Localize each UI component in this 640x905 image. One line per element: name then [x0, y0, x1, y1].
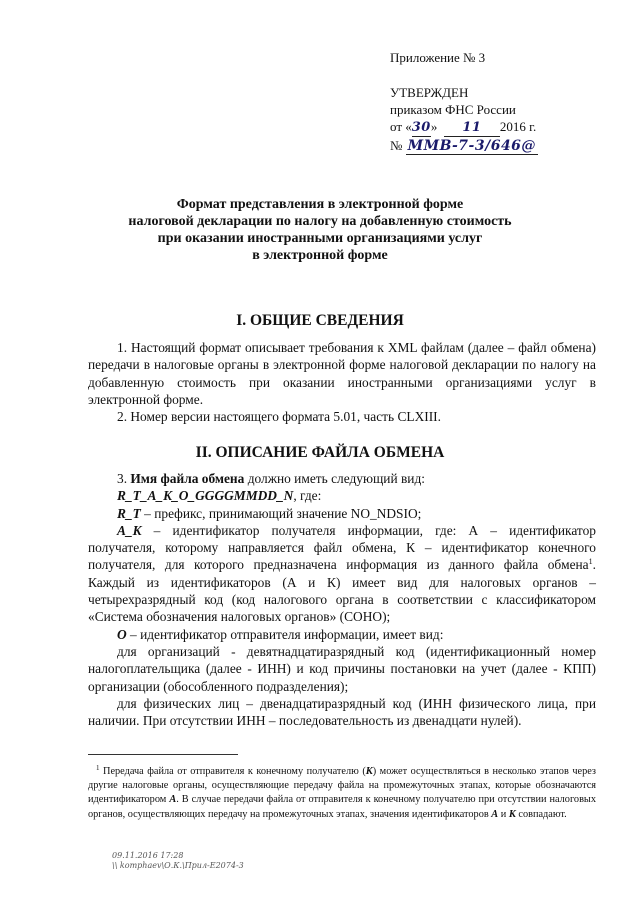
pattern-value: R_T_A_K_O_GGGGMMDD_N: [117, 488, 294, 504]
title-line-1: Формат представления в электронной форме: [176, 197, 464, 212]
section-1-heading: I. ОБЩИЕ СВЕДЕНИЯ: [236, 312, 404, 329]
order-date: [390, 118, 630, 137]
file-name-term: Имя файла обмена: [130, 471, 245, 486]
p3-rest: должно иметь следующий вид:: [244, 471, 425, 486]
print-path: \\ komphaev\О.К.\Прил-Е2074-3: [112, 861, 244, 870]
ak-term: A_K: [117, 522, 142, 538]
footnote-a-1: А: [169, 794, 177, 806]
date-prefix: от «: [390, 119, 412, 134]
footnote-part-5: совпадают.: [515, 808, 567, 820]
footnote-separator: [88, 754, 238, 755]
footnote-number: 1: [96, 764, 100, 772]
appendix-number: Приложение № 3: [390, 50, 486, 65]
p3-number: 3.: [117, 471, 131, 486]
paragraph-2: 2. Номер версии настоящего формата 5.01, часть CLXIII.: [117, 409, 441, 425]
approval-block: [390, 49, 630, 155]
file-name-pattern: [88, 487, 596, 504]
organizations-code: для организаций - девятнадцатиразрядный код (идентификационный номер налогоплательщика (далее - ИНН) и код причины постановки на учет (далее - КПП) организации (обособленного подразделения);: [88, 643, 596, 694]
date-mid: »: [430, 119, 438, 134]
footnote-part-2: ) может осуществляться в несколько этапов через другие налоговые органы, осуществляющие передачу файла на промежуточных этапах, которые обозначаются идентификатором: [88, 766, 596, 806]
footnote-part-3: . В случае передачи файла от отправителя к конечному получателю при отсутствии налоговых органов, осуществляющих передачу на промежуточных этапах, значения идентификаторов: [88, 794, 596, 820]
ak-definition: [88, 522, 596, 626]
individuals-code: для физических лиц – двенадцатиразрядный код (ИНН физического лица, при наличии. При отсутствии ИНН – последовательность из двенадцати нулей).: [88, 695, 596, 729]
order-number: [390, 137, 630, 155]
footnote-k-2: К: [508, 808, 516, 820]
o-term: O: [117, 626, 127, 642]
number-prefix: №: [390, 138, 403, 153]
ak-text: – идентификатор получателя информации, где: А – идентификатор получателя, которому направляется файл обмена, К – идентификатор конечного получателя, для которого предназначена информация из данного файла обмена: [88, 522, 596, 573]
date-day-handwritten: 30: [411, 120, 431, 135]
footnote: [88, 765, 596, 822]
title-line-3: при оказании иностранными организациями услуг: [157, 231, 483, 246]
order-number-handwritten: ММВ-7-3/646@: [407, 138, 536, 154]
o-definition: [88, 626, 596, 643]
section-2-body: [88, 470, 596, 729]
approved-label: УТВЕРЖДЕН: [390, 85, 469, 100]
order-line: приказом ФНС России: [390, 102, 516, 117]
title-line-4: в электронной форме: [252, 248, 388, 263]
title-line-2: налоговой декларации по налогу на добавленную стоимость: [128, 214, 512, 229]
footnote-a-2: А: [491, 808, 499, 820]
print-timestamp: 09.11.2016 17:28: [112, 851, 184, 860]
o-text: – идентификатор отправителя информации, имеет вид:: [126, 626, 444, 642]
footnote-part-4: и: [498, 808, 509, 820]
footnote-ref: 1: [588, 557, 593, 567]
rt-definition: [88, 505, 596, 522]
print-stamp: [112, 851, 244, 871]
date-month-handwritten: 11: [444, 119, 500, 137]
ak-text-continued: . Каждый из идентификаторов (А и К) имеет вид для налоговых органов – четырехразрядный код (код налогового органа в соответствии с классификатором «Система обозначения налоговых органов» (СОНО);: [88, 557, 596, 625]
pattern-suffix: , где:: [293, 488, 322, 504]
paragraph-1: 1. Настоящий формат описывает требования к XML файлам (далее – файл обмена) передачи в налоговые органы в электронной форме налоговой декларации по налогу на добавленную стоимость при оказании иностранными организациями услуг в электронной форме.: [88, 340, 596, 407]
paragraph-3: [88, 470, 596, 487]
document-title: [70, 196, 570, 264]
section-2-heading: II. ОПИСАНИЕ ФАЙЛА ОБМЕНА: [195, 444, 445, 461]
footnote-part-1: Передача файла от отправителя к конечному получателю (: [99, 766, 366, 777]
rt-text: – префикс, принимающий значение NO_NDSIO;: [140, 505, 422, 521]
footnote-k-1: К: [365, 766, 373, 777]
date-year: 2016 г.: [499, 119, 537, 134]
footnote-text: [88, 765, 596, 822]
rt-term: R_T: [117, 505, 141, 521]
section-1-body: [88, 339, 596, 425]
